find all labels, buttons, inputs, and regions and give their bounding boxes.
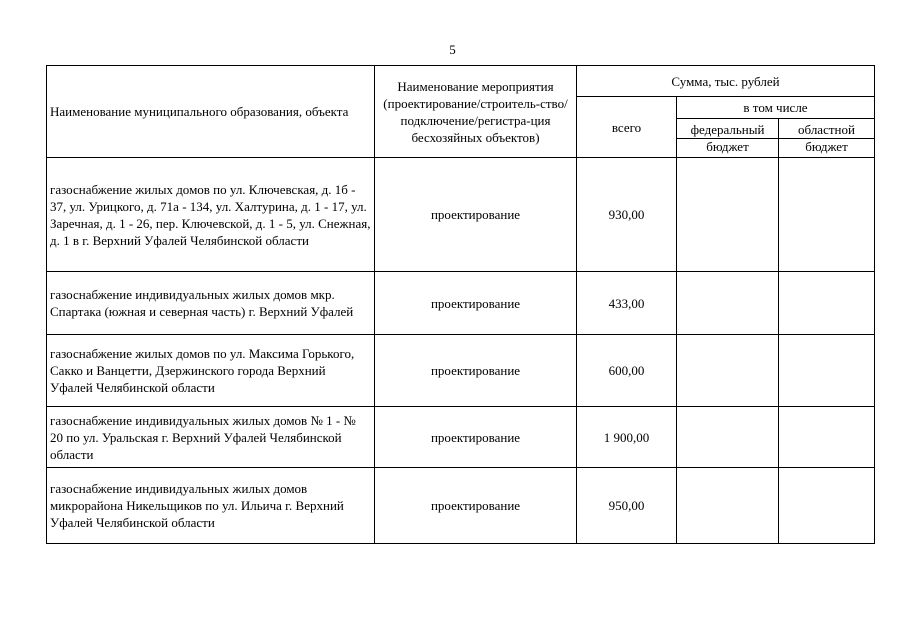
row-regional (779, 468, 875, 544)
table-row (47, 272, 875, 335)
row-event: проектирование (375, 158, 577, 272)
row-federal (677, 407, 779, 468)
table-row (47, 407, 875, 468)
header-regional-line2: бюджет (779, 138, 874, 155)
row-federal (677, 272, 779, 335)
header-including: в том числе (677, 97, 875, 119)
row-event: проектирование (375, 468, 577, 544)
row-object-name: газоснабжение индивидуальных жилых домов микрорайона Никельщиков по ул. Ильича г. Верхний Уфалей Челябинской области (47, 468, 375, 544)
table-row (47, 158, 875, 272)
row-total: 433,00 (577, 272, 677, 335)
row-object-name: газоснабжение жилых домов по ул. Максима Горького, Сакко и Ванцетти, Дзержинского города Верхний Уфалей Челябинской области (47, 335, 375, 407)
row-event: проектирование (375, 272, 577, 335)
table-row (47, 335, 875, 407)
row-event: проектирование (375, 407, 577, 468)
row-total: 600,00 (577, 335, 677, 407)
header-total: всего (577, 97, 677, 158)
row-regional (779, 335, 875, 407)
header-federal-line1: федеральный (690, 121, 765, 137)
header-name: Наименование муниципального образования, объекта (47, 66, 375, 158)
row-total: 950,00 (577, 468, 677, 544)
row-regional (779, 272, 875, 335)
row-federal (677, 158, 779, 272)
row-federal (677, 335, 779, 407)
header-event: Наименование мероприятия (проектирование/строитель-ство/подключение/регистра-ция бесхозяйных объектов) (375, 66, 577, 158)
row-object-name: газоснабжение индивидуальных жилых домов № 1 - № 20 по ул. Уральская г. Верхний Уфалей Челябинской области (47, 407, 375, 468)
header-federal (677, 119, 779, 158)
funding-table (46, 65, 875, 544)
table-row (47, 468, 875, 544)
row-regional (779, 407, 875, 468)
row-total: 1 900,00 (577, 407, 677, 468)
header-sum: Сумма, тыс. рублей (577, 66, 875, 97)
row-regional (779, 158, 875, 272)
header-federal-line2: бюджет (677, 138, 778, 155)
row-total: 930,00 (577, 158, 677, 272)
row-object-name: газоснабжение жилых домов по ул. Ключевская, д. 1б - 37, ул. Урицкого, д. 71а - 134, ул. Халтурина, д. 1 - 17, ул. Заречная, д. 1 - 26, пер. Ключевской, д. 1 - 5, ул. Снежная, д. 1 в г. Верхний Уфалей Челябинской области (47, 158, 375, 272)
row-federal (677, 468, 779, 544)
header-row-1 (47, 66, 875, 97)
page-number: 5 (449, 42, 456, 57)
header-regional (779, 119, 875, 158)
header-regional-line1: областной (798, 121, 855, 137)
row-object-name: газоснабжение индивидуальных жилых домов мкр. Спартака (южная и северная часть) г. Верхний Уфалей (47, 272, 375, 335)
row-event: проектирование (375, 335, 577, 407)
